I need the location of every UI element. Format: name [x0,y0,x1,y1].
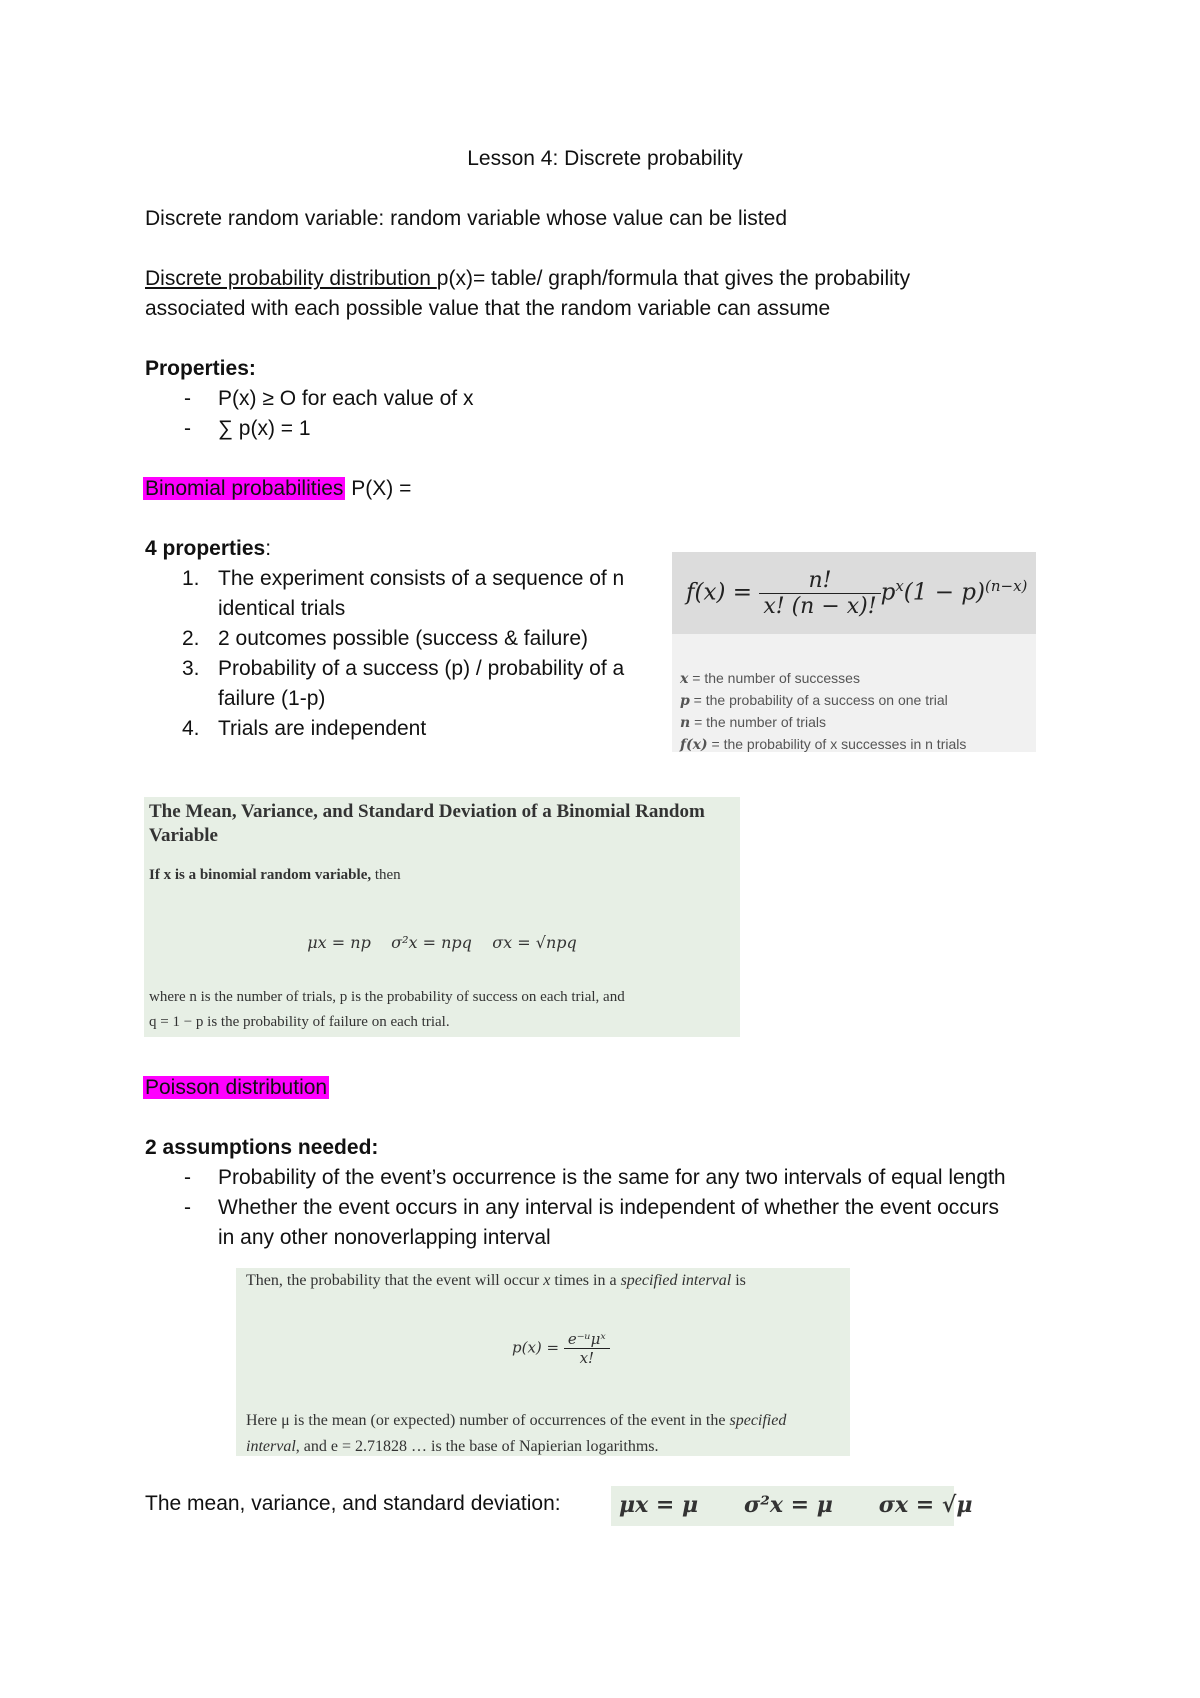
poisson-numerator: e⁻ᵘμˣ [564,1330,610,1349]
assumption-item-text: Whether the event occurs in any interval is independent of whether the event occurs [218,1196,999,1219]
bullet-dash: - [184,387,191,410]
poisson-fraction [564,1330,610,1367]
list-item-text: Probability of a success (p) / probability of a [218,657,625,680]
legend-symbol: f(x) [680,737,708,753]
binomial-highlight-label: Binomial probabilities [145,477,344,500]
mean-box-intro-bold: If x is a binomial random variable, [149,867,372,883]
poisson-box-here [246,1408,786,1460]
mean-box-where-line1: where n is the number of trials, p is the probability of success on each trial, and [149,989,625,1005]
binomial-formula-image [672,552,1036,634]
poisson-highlight-label: Poisson distribution [145,1076,328,1099]
binomial-heading [143,474,411,503]
poisson-intro-text: Then, the probability that the event will occur [246,1272,544,1289]
list-item-text: failure (1-p) [218,687,326,710]
poisson-assumptions-heading: 2 assumptions needed: [145,1136,379,1159]
mean-box-intro [149,867,401,884]
legend-symbol: p [680,693,690,709]
dpd-definition-line1 [145,264,910,293]
legend-text: = the number of trials [690,714,826,730]
poisson-formula-lhs: p(x) = [512,1338,560,1357]
poisson-intro-text: times in a [550,1272,621,1289]
binomial-heading-rest: P(X) = [345,477,412,500]
list-item-text: The experiment consists of a sequence of n [218,567,625,590]
mean-box-where-line2: q = 1 − p is the probability of failure on each trial. [149,1014,450,1030]
binomial-tail2: (1 − p) [903,579,985,606]
poisson-denominator: x! [579,1349,595,1367]
legend-symbol: n [680,715,691,731]
binomial-tail-exponent: x [895,576,904,595]
bullet-dash: - [184,417,191,440]
poisson-intro-x: x [543,1272,551,1289]
poisson-here-line2 [246,1434,786,1460]
dpd-line1-rest: p(x)= table/ graph/formula that gives the probability [436,267,911,290]
assumption-item-text: in any other nonoverlapping interval [218,1226,551,1249]
legend-text: = the number of successes [688,670,860,686]
binomial-fraction [759,568,880,619]
assumption-item-text: Probability of the event’s occurrence is the same for any two intervals of equal length [218,1166,1006,1189]
legend-text: = the probability of x successes in n trials [707,736,967,752]
binomial-denominator: x! (n − x)! [763,594,877,619]
list-number: 1. [182,567,200,590]
bullet-dash: - [184,1166,191,1189]
poisson-formula [512,1330,610,1367]
binomial-formula [686,568,1027,619]
mean-box-where [149,985,625,1035]
poisson-here-text: Here μ is the mean (or expected) number of occurrences of the event in the [246,1412,730,1429]
poisson-mean-variance-formula: μx = μ σ²x = μ σx = √μ [619,1492,973,1518]
list-number: 4. [182,717,200,740]
binomial-properties-heading-colon: : [265,537,272,560]
mean-box-heading-line1: The Mean, Variance, and Standard Deviation of a Binomial Random [149,801,705,822]
poisson-formula-image [236,1268,850,1456]
poisson-intro-text: is [731,1272,746,1289]
poisson-mean-variance-label: The mean, variance, and standard deviation: [145,1492,561,1515]
list-number: 2. [182,627,200,650]
list-item-text: identical trials [218,597,346,620]
poisson-mean-variance-image [611,1486,973,1526]
legend-line [680,670,860,687]
binomial-numerator: n! [759,568,880,594]
dpd-term: Discrete probability distribution [145,267,437,290]
dpd-definition-line2: associated with each possible value that the random variable can assume [145,297,831,320]
properties-heading: Properties: [145,357,256,380]
properties-item-text: P(x) ≥ O for each value of x [218,387,474,410]
page-title: Lesson 4: Discrete probability [467,147,743,170]
list-item-text: 2 outcomes possible (success & failure) [218,627,588,650]
list-item-text: Trials are independent [218,717,427,740]
binomial-formula-lhs: f(x) = [686,579,753,606]
legend-line [680,736,966,753]
list-number: 3. [182,657,200,680]
binomial-mean-variance-image [144,797,740,1037]
mean-box-heading-line2: Variable [149,825,218,846]
properties-item-text: ∑ p(x) = 1 [218,417,311,440]
legend-text: = the probability of a success on one trial [689,692,948,708]
poisson-here-text: , and e = 2.71828 … is the base of Napierian logarithms. [295,1438,659,1455]
mean-box-heading [149,800,705,848]
legend-line [680,714,826,731]
poisson-here-line1 [246,1408,786,1434]
bullet-dash: - [184,1196,191,1219]
poisson-here-italic: interval [246,1438,296,1455]
binomial-tail: p [880,579,896,606]
mean-box-intro-rest: then [371,867,401,883]
legend-symbol: x [680,671,689,687]
poisson-here-italic: specified [729,1412,787,1429]
binomial-mean-formula: μx = np σ²x = npq σx = √npq [307,933,577,952]
binomial-tail2-exponent: (n−x) [984,576,1028,595]
binomial-legend-image [672,634,1036,752]
poisson-heading [143,1073,329,1102]
legend-line [680,692,948,709]
binomial-properties-heading-text: 4 properties [145,537,266,560]
discrete-rv-definition: Discrete random variable: random variable whose value can be listed [145,207,787,230]
poisson-box-intro [246,1272,746,1290]
binomial-properties-heading [145,534,271,563]
poisson-intro-interval: specified interval [620,1272,732,1289]
